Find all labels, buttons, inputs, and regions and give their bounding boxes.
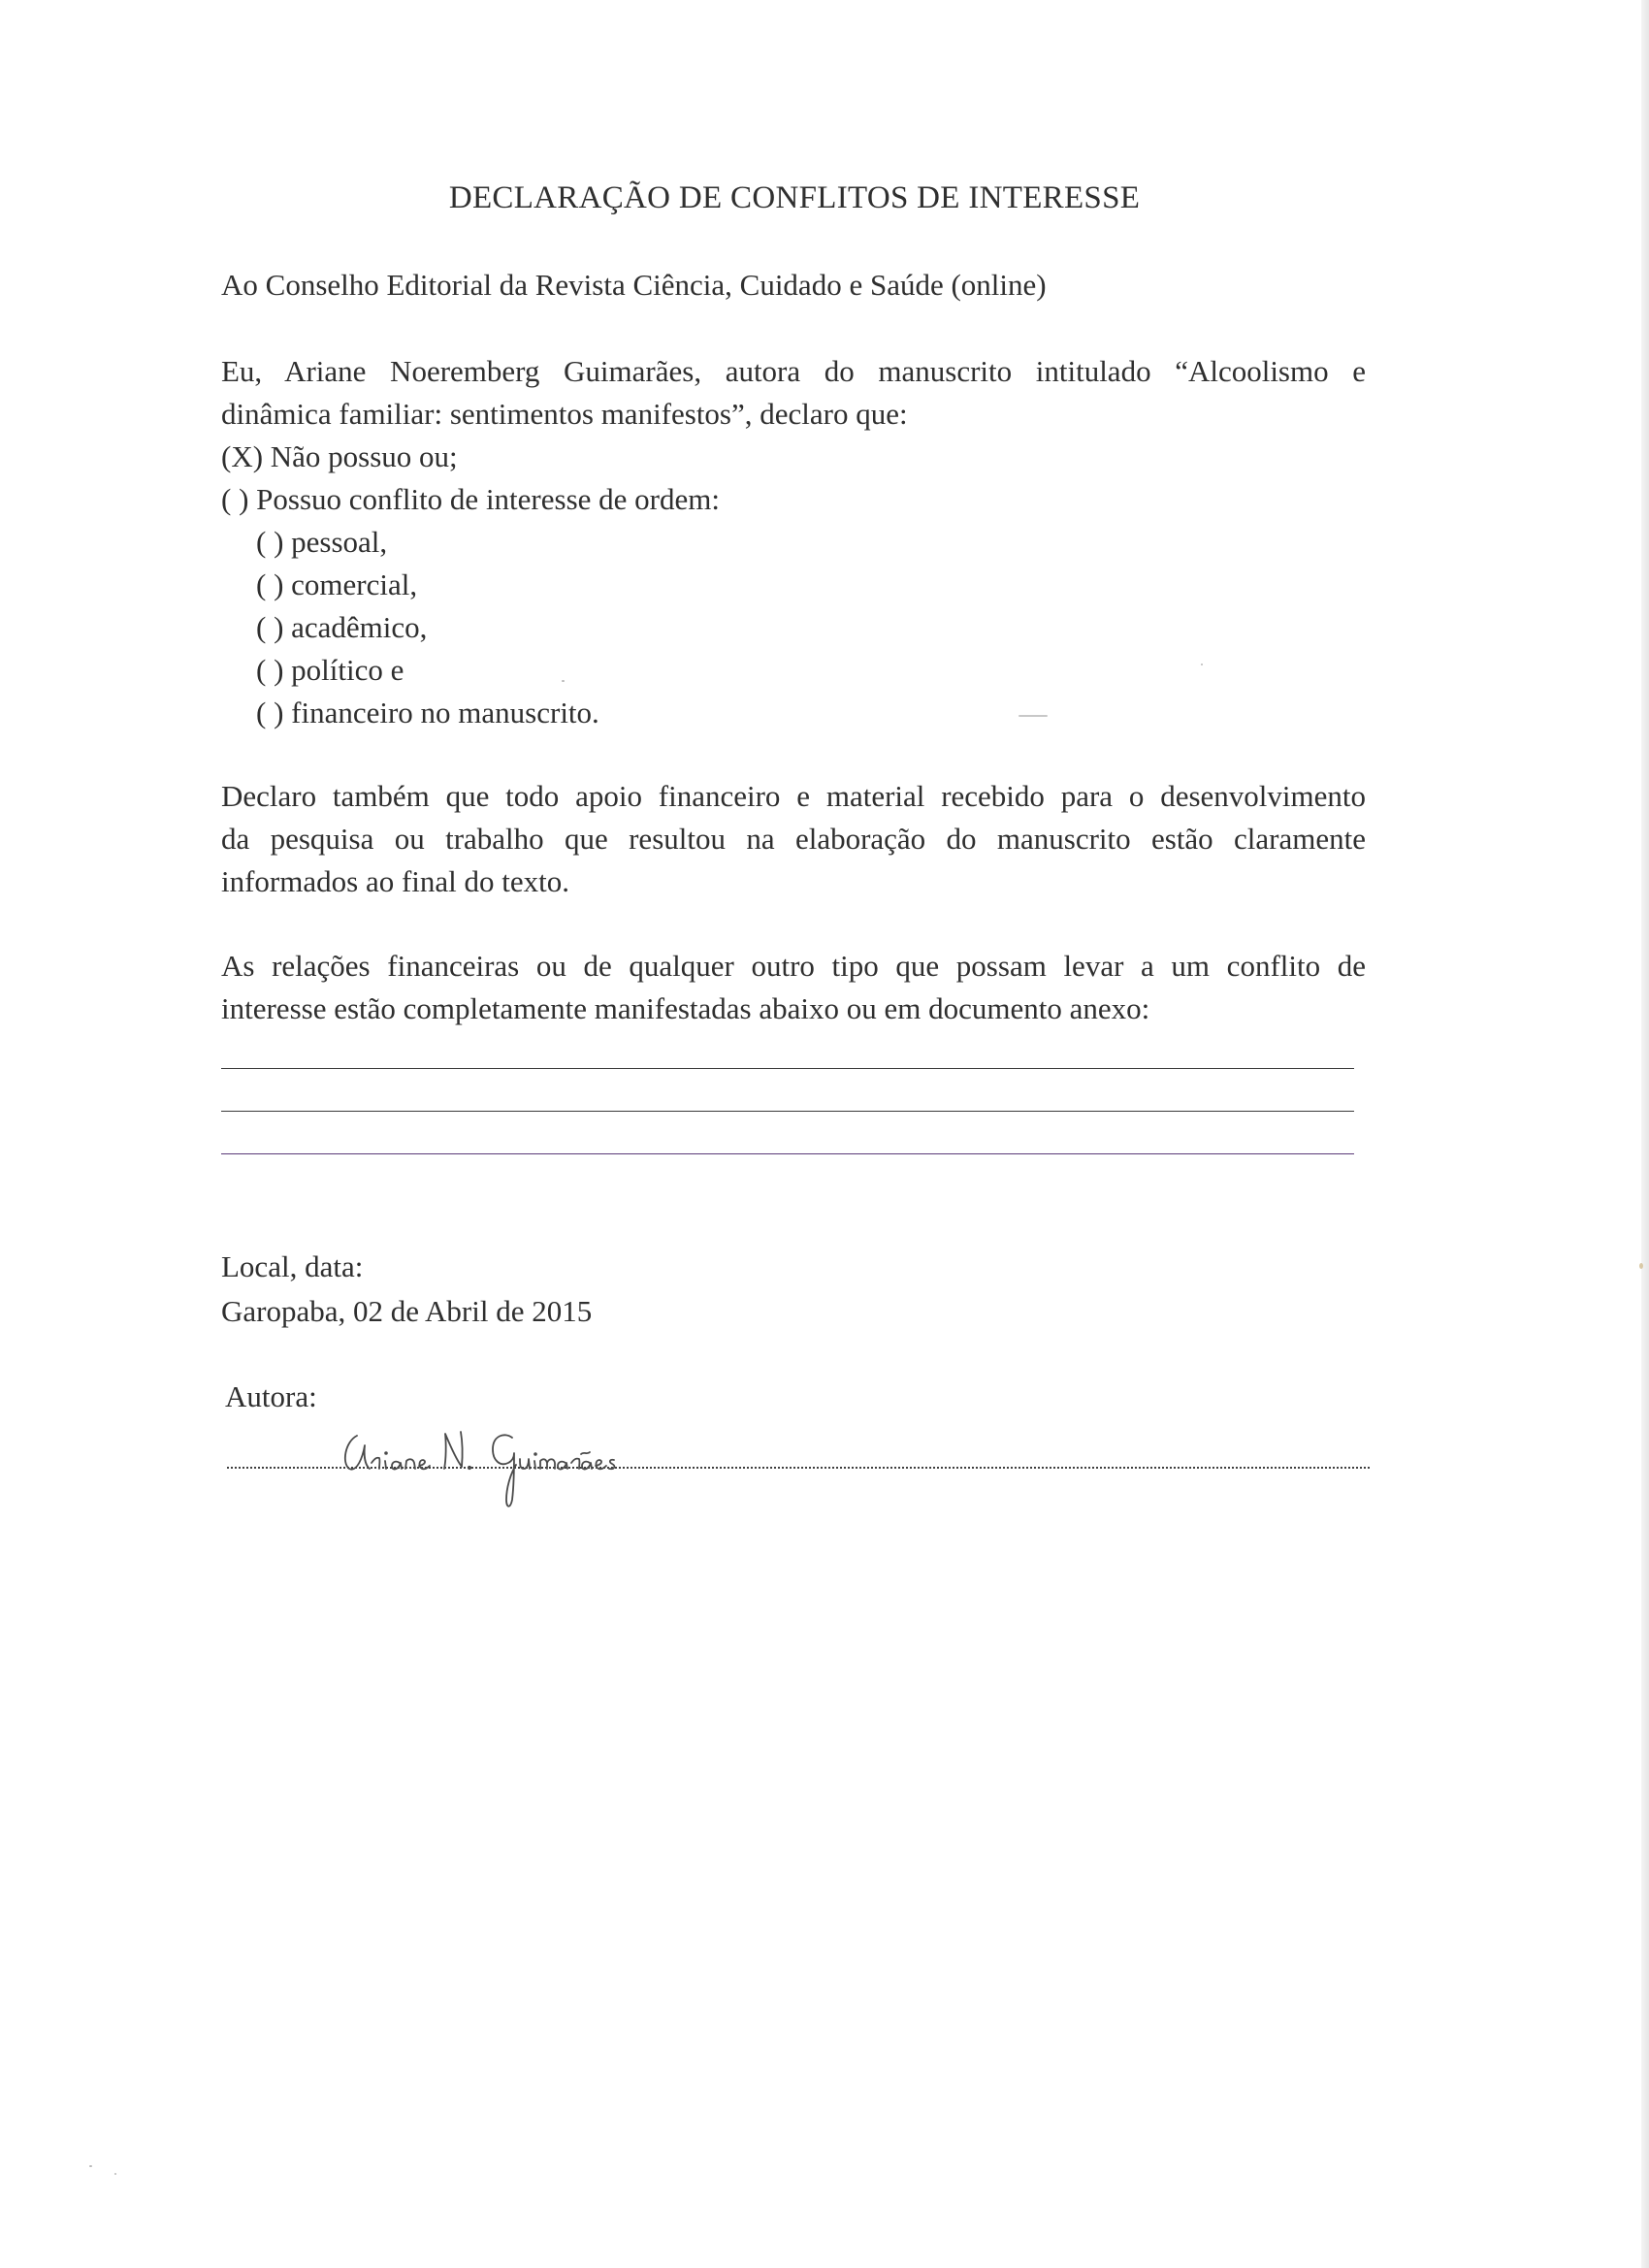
blank-line-3 xyxy=(221,1153,1354,1154)
addressee: Ao Conselho Editorial da Revista Ciência, Cuidado e Saúde (online) xyxy=(221,268,1047,302)
sub-option-politico: ( ) político e xyxy=(256,653,404,687)
relations-line-1: As relações financeiras ou de qualquer outro tipo que possam levar a um conflito de xyxy=(221,949,1366,983)
document-title: DECLARAÇÃO DE CONFLITOS DE INTERESSE xyxy=(448,180,1141,215)
scan-speck xyxy=(89,2165,92,2167)
sub-option-financeiro: ( ) financeiro no manuscrito. xyxy=(256,696,599,729)
scan-speck xyxy=(1639,1263,1643,1269)
option-has-conflict: ( ) Possuo conflito de interesse de ordem: xyxy=(221,482,720,516)
relations-line-2: interesse estão completamente manifestadas abaixo ou em documento anexo: xyxy=(221,991,1150,1025)
support-line-1: Declaro também que todo apoio financeiro e material recebido para o desenvolvimento xyxy=(221,779,1366,813)
local-value: Garopaba, 02 de Abril de 2015 xyxy=(221,1294,593,1328)
sub-option-academico: ( ) acadêmico, xyxy=(256,610,428,644)
blank-line-2 xyxy=(221,1111,1354,1112)
declaration-document xyxy=(221,0,1368,2268)
declaration-line-2: dinâmica familiar: sentimentos manifestos”, declaro que: xyxy=(221,397,908,431)
handwritten-signature xyxy=(340,1424,650,1531)
local-label: Local, data: xyxy=(221,1249,364,1283)
blank-line-1 xyxy=(221,1068,1354,1069)
scan-mark xyxy=(1018,715,1048,717)
scan-speck xyxy=(1201,664,1203,665)
scan-speck xyxy=(562,680,565,682)
scan-edge-shadow xyxy=(1641,0,1649,2268)
sub-option-comercial: ( ) comercial, xyxy=(256,567,418,601)
support-line-3: informados ao final do texto. xyxy=(221,864,569,898)
sub-option-pessoal: ( ) pessoal, xyxy=(256,525,388,559)
scan-speck xyxy=(114,2173,116,2175)
support-line-2: da pesquisa ou trabalho que resultou na elaboração do manuscrito estão claramente xyxy=(221,822,1366,856)
option-no-conflict: (X) Não possuo ou; xyxy=(221,439,458,473)
author-label: Autora: xyxy=(225,1379,317,1413)
declaration-line-1: Eu, Ariane Noeremberg Guimarães, autora do manuscrito intitulado “Alcoolismo e xyxy=(221,354,1366,388)
